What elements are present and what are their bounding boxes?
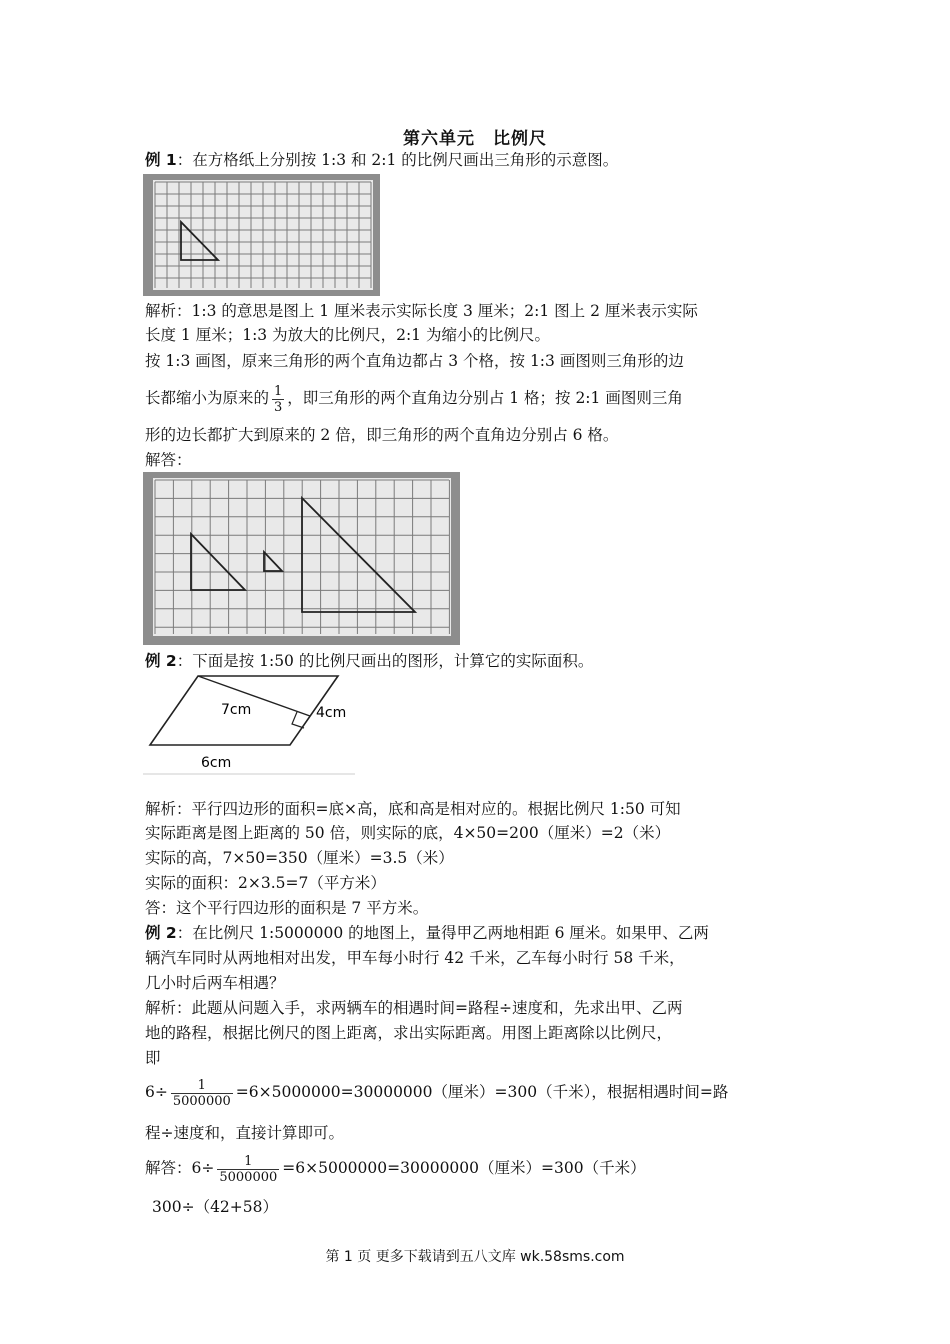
ex3-calc-line2: 程÷速度和，直接计算即可。 <box>145 1124 344 1142</box>
ex1-label: 例 1 <box>145 151 177 169</box>
fraction-denominator: 5000000 <box>219 1169 278 1185</box>
ex3-answer-prefix: 解答：6÷ <box>145 1159 215 1177</box>
fraction-numerator: 1 <box>244 1153 253 1169</box>
ex3-calc-rest: =6×5000000=30000000（厘米）=300（千米），根据相遇时间=路 <box>235 1083 729 1101</box>
ex1-answer-label: 解答： <box>145 451 192 469</box>
ex3-question <box>145 922 825 944</box>
fraction <box>171 1078 233 1109</box>
ex1-analysis-line: 解析：1:3 的意思是图上 1 厘米表示实际长度 3 厘米；2:1 图上 2 厘米表示实际 <box>145 302 698 320</box>
ex3-analysis-line: 即 <box>145 1049 161 1067</box>
label-7cm: 7cm <box>221 702 252 718</box>
grid-figure-answer <box>143 472 460 645</box>
ex3-question-line: 几小时后两车相遇？ <box>145 974 285 992</box>
ex1-analysis-line: 按 1:3 画图，原来三角形的两个直角边都占 3 个格，按 1:3 画图则三角形的边 <box>145 352 684 370</box>
ex2-analysis-line: 解析：平行四边形的面积=底×高，底和高是相对应的。根据比例尺 1:50 可知 <box>145 800 681 818</box>
page-footer: 第 1 页 更多下载请到五八文库 wk.58sms.com <box>325 1249 625 1265</box>
ex1-question-text: ：在方格纸上分别按 1:3 和 2:1 的比例尺画出三角形的示意图。 <box>176 151 619 169</box>
ex3-label: 例 2 <box>145 924 177 942</box>
grid-figure-original <box>143 174 380 296</box>
ex1-analysis-line: 形的边长都扩大到原来的 2 倍，即三角形的两个直角边分别占 6 格。 <box>145 426 619 444</box>
ex2-analysis-line: 实际距离是图上距离的 50 倍，则实际的底，4×50=200（厘米）=2（米） <box>145 824 671 842</box>
ex2-analysis-line: 答：这个平行四边形的面积是 7 平方米。 <box>145 899 429 917</box>
fraction <box>272 384 284 415</box>
fraction-numerator: 1 <box>197 1077 206 1093</box>
ex3-analysis-line: 解析：此题从问题入手，求两辆车的相遇时间=路程÷速度和，先求出甲、乙两 <box>145 999 683 1017</box>
label-6cm: 6cm <box>201 755 232 771</box>
ex3-answer-rest: =6×5000000=30000000（厘米）=300（千米） <box>282 1159 646 1177</box>
ex1-question <box>145 149 825 171</box>
ex3-calc-prefix: 6÷ <box>145 1083 168 1101</box>
ex2-label: 例 2 <box>145 652 177 670</box>
ex1-text: ，即三角形的两个直角边分别占 1 格；按 2:1 画图则三角 <box>287 389 683 407</box>
ex3-answer-line2: 300÷（42+58） <box>152 1198 279 1216</box>
ex3-question-line: 辆汽车同时从两地相对出发，甲车每小时行 42 千米，乙车每小时行 58 千米， <box>145 949 685 967</box>
ex3-calc-line <box>145 1070 825 1114</box>
ex3-analysis-line: 地的路程，根据比例尺的图上距离，求出实际距离。用图上距离除以比例尺， <box>145 1024 673 1042</box>
ex2-analysis-line: 实际的面积：2×3.5=7（平方米） <box>145 874 386 892</box>
fraction-numerator: 1 <box>274 383 283 399</box>
diagonal-line <box>198 676 310 716</box>
fraction-denominator: 5000000 <box>172 1093 231 1109</box>
page-title: 第六单元 比例尺 <box>403 129 547 149</box>
ex3-answer-line <box>145 1146 825 1190</box>
parallelogram-figure <box>143 672 358 777</box>
ex3-question-text: ：在比例尺 1:5000000 的地图上，量得甲乙两地相距 6 厘米。如果甲、乙两 <box>176 924 709 942</box>
ex1-analysis-line-fraction <box>145 378 825 418</box>
label-4cm: 4cm <box>316 705 347 721</box>
ex2-analysis-line: 实际的高，7×50=350（厘米）=3.5（米） <box>145 849 454 867</box>
fraction <box>217 1154 279 1185</box>
ex1-analysis-line: 长度 1 厘米；1:3 为放大的比例尺，2:1 为缩小的比例尺。 <box>145 326 550 344</box>
right-angle-mark <box>292 712 304 728</box>
fraction-denominator: 3 <box>274 399 283 415</box>
ex2-question <box>145 650 825 672</box>
ex1-text: 长都缩小为原来的 <box>145 389 270 407</box>
ex2-question-text: ：下面是按 1:50 的比例尺画出的图形，计算它的实际面积。 <box>176 652 594 670</box>
